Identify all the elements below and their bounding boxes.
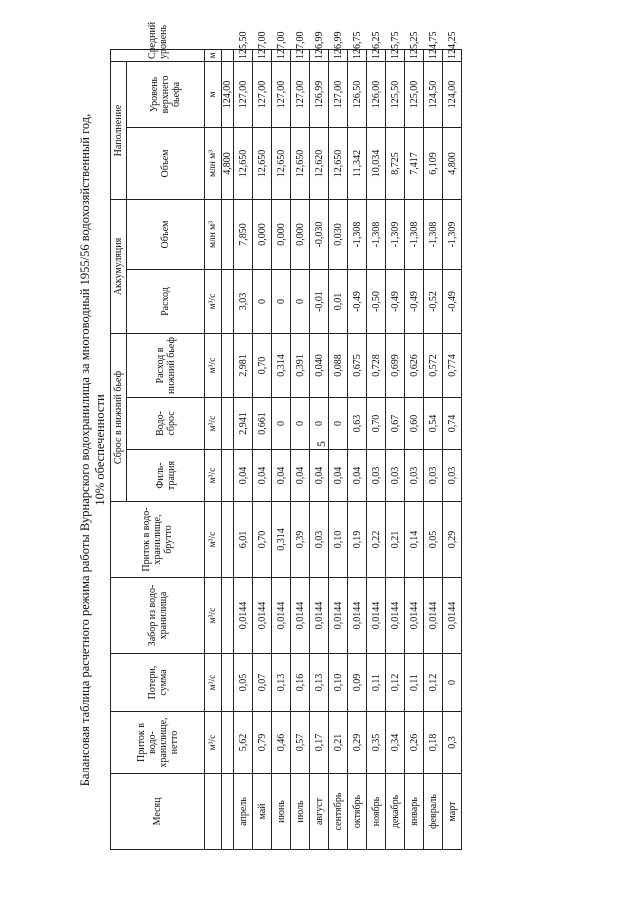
cell-inflow-gross: 0,70: [253, 502, 272, 578]
cell-spillway: 0: [272, 398, 291, 450]
cell-fill-volume: 12,650: [234, 127, 253, 199]
cell-losses: 0,10: [329, 654, 348, 712]
initial-empty: [222, 199, 234, 269]
cell-avg-level: 125,75: [386, 49, 405, 61]
cell-upper-level: 127,00: [253, 61, 272, 127]
cell-filtration: 0,03: [443, 450, 462, 502]
cell-acc-volume: -1,309: [386, 199, 405, 269]
cell-losses: 0,11: [367, 654, 386, 712]
cell-acc-volume: -1,309: [443, 199, 462, 269]
cell-inflow-gross: 0,03: [310, 502, 329, 578]
cell-acc-flow: -0,50: [367, 270, 386, 334]
cell-acc-flow: -0,49: [348, 270, 367, 334]
cell-avg-level: 124,75: [424, 49, 443, 61]
initial-empty: [222, 712, 234, 774]
cell-spillway: 2,941: [234, 398, 253, 450]
cell-withdrawal: 0,0144: [310, 578, 329, 654]
table-row: [424, 49, 443, 849]
cell-upper-level: 127,00: [272, 61, 291, 127]
cell-losses: 0,05: [234, 654, 253, 712]
table-row: [329, 49, 348, 849]
header-fill-volume: Объем: [127, 127, 205, 199]
table-row: [272, 49, 291, 849]
cell-avg-level: 127,00: [253, 49, 272, 61]
unit-cell: м³/с: [205, 450, 222, 502]
table-row: [386, 49, 405, 849]
cell-acc-volume: -1,308: [367, 199, 386, 269]
header-month: Месяц: [111, 774, 205, 850]
cell-fill-volume: 6,109: [424, 127, 443, 199]
cell-acc-flow: 3,03: [234, 270, 253, 334]
cell-losses: 0: [443, 654, 462, 712]
header-filling-group: Наполнение: [111, 61, 127, 199]
initial-empty: [222, 270, 234, 334]
unit-cell: млн м³: [205, 127, 222, 199]
cell-inflow-gross: 0,05: [424, 502, 443, 578]
cell-inflow-net: 0,46: [272, 712, 291, 774]
cell-upper-level: 126,99: [310, 61, 329, 127]
header-acc-flow: Расход: [127, 270, 205, 334]
cell-acc-volume: 7,850: [234, 199, 253, 269]
cell-fill-volume: 11,342: [348, 127, 367, 199]
cell-losses: 0,12: [424, 654, 443, 712]
cell-acc-volume: -1,308: [348, 199, 367, 269]
cell-filtration: 0,04: [272, 450, 291, 502]
header-spillway: Водо-сброс: [127, 398, 205, 450]
cell-upper-level: 124,50: [424, 61, 443, 127]
cell-fill-volume: 12,620: [310, 127, 329, 199]
header-accumulation-group: Аккумуляция: [111, 199, 127, 333]
cell-month: апрель: [234, 774, 253, 850]
cell-spillway: 0: [310, 398, 329, 450]
cell-month: август: [310, 774, 329, 850]
cell-avg-level: 127,00: [272, 49, 291, 61]
cell-withdrawal: 0,0144: [424, 578, 443, 654]
table-row: [405, 49, 424, 849]
cell-inflow-net: 0,29: [348, 712, 367, 774]
cell-month: февраль: [424, 774, 443, 850]
cell-discharge-total: 0,626: [405, 334, 424, 398]
unit-cell: м³/с: [205, 502, 222, 578]
cell-filtration: 0,04: [234, 450, 253, 502]
cell-discharge-total: 0,728: [367, 334, 386, 398]
table-row: [253, 49, 272, 849]
cell-spillway: 0: [291, 398, 310, 450]
cell-upper-level: 125,50: [386, 61, 405, 127]
cell-discharge-total: 0,675: [348, 334, 367, 398]
cell-inflow-net: 0,34: [386, 712, 405, 774]
cell-inflow-net: 0,35: [367, 712, 386, 774]
document-title: [78, 50, 108, 850]
cell-month: сентябрь: [329, 774, 348, 850]
cell-losses: 0,13: [310, 654, 329, 712]
header-discharge-total: Расход в нижний бьеф: [127, 334, 205, 398]
cell-withdrawal: 0,0144: [272, 578, 291, 654]
initial-upper-level: 124,00: [222, 61, 234, 127]
cell-month: ноябрь: [367, 774, 386, 850]
header-losses: Потери, сумма: [111, 654, 205, 712]
cell-upper-level: 127,00: [291, 61, 310, 127]
initial-empty: [222, 578, 234, 654]
initial-fill-volume: 4,800: [222, 127, 234, 199]
cell-withdrawal: 0,0144: [367, 578, 386, 654]
cell-acc-volume: 0,000: [253, 199, 272, 269]
cell-filtration: 0,03: [386, 450, 405, 502]
cell-discharge-total: 0,040: [310, 334, 329, 398]
cell-acc-flow: -0,49: [405, 270, 424, 334]
cell-inflow-gross: 0,14: [405, 502, 424, 578]
table-row: [443, 49, 462, 849]
page-number: 5: [314, 441, 328, 447]
cell-upper-level: 127,00: [329, 61, 348, 127]
cell-inflow-gross: 0,29: [443, 502, 462, 578]
cell-acc-flow: 0: [291, 270, 310, 334]
cell-upper-level: 126,50: [348, 61, 367, 127]
cell-losses: 0,16: [291, 654, 310, 712]
unit-cell: м³/с: [205, 398, 222, 450]
table-row: [310, 49, 329, 849]
cell-fill-volume: 7,417: [405, 127, 424, 199]
header-filtration: Филь-трация: [127, 450, 205, 502]
cell-spillway: 0,60: [405, 398, 424, 450]
title-line-1: Балансовая таблица расчетного режима работы Вурнарского водохранилища за многоводный 1955/56 водохозяйственный год,: [78, 113, 92, 787]
cell-month: декабрь: [386, 774, 405, 850]
cell-fill-volume: 12,650: [291, 127, 310, 199]
cell-withdrawal: 0,0144: [291, 578, 310, 654]
cell-withdrawal: 0,0144: [234, 578, 253, 654]
cell-fill-volume: 8,725: [386, 127, 405, 199]
cell-filtration: 0,04: [291, 450, 310, 502]
cell-spillway: 0,67: [386, 398, 405, 450]
cell-withdrawal: 0,0144: [405, 578, 424, 654]
cell-spillway: 0,70: [367, 398, 386, 450]
cell-avg-level: 124,25: [443, 49, 462, 61]
cell-filtration: 0,03: [367, 450, 386, 502]
cell-discharge-total: 0,391: [291, 334, 310, 398]
cell-acc-flow: -0,52: [424, 270, 443, 334]
cell-acc-flow: 0: [272, 270, 291, 334]
cell-discharge-total: 0,314: [272, 334, 291, 398]
cell-inflow-net: 0,21: [329, 712, 348, 774]
cell-filtration: 0,04: [329, 450, 348, 502]
cell-spillway: 0: [329, 398, 348, 450]
cell-inflow-net: 5,62: [234, 712, 253, 774]
unit-cell: млн м³: [205, 199, 222, 269]
unit-cell: м: [205, 49, 222, 61]
cell-spillway: 0,54: [424, 398, 443, 450]
title-line-2: 10% обеспеченности: [93, 394, 107, 506]
unit-cell: м³/с: [205, 334, 222, 398]
cell-inflow-gross: 6,01: [234, 502, 253, 578]
cell-inflow-gross: 0,19: [348, 502, 367, 578]
cell-upper-level: 126,00: [367, 61, 386, 127]
table-row: [234, 49, 253, 849]
cell-inflow-net: 0,17: [310, 712, 329, 774]
rotated-document: [78, 21, 598, 850]
header-upper-level: Уровень верхнего бьефа: [127, 61, 205, 127]
cell-losses: 0,07: [253, 654, 272, 712]
cell-acc-volume: 0,000: [272, 199, 291, 269]
cell-inflow-gross: 0,314: [272, 502, 291, 578]
cell-losses: 0,09: [348, 654, 367, 712]
cell-acc-flow: -0,49: [443, 270, 462, 334]
cell-discharge-total: 0,699: [386, 334, 405, 398]
header-inflow-net: Приток в водо-хранилище, нетто: [111, 712, 205, 774]
cell-filtration: 0,04: [253, 450, 272, 502]
initial-empty: [222, 450, 234, 502]
cell-upper-level: 127,00: [234, 61, 253, 127]
header-withdrawal: Забор из водо-хранилища: [111, 578, 205, 654]
cell-month: май: [253, 774, 272, 850]
cell-avg-level: 125,25: [405, 49, 424, 61]
header-inflow-gross: Приток в водо-хранилище, брутто: [111, 502, 205, 578]
cell-withdrawal: 0,0144: [443, 578, 462, 654]
cell-month: июнь: [272, 774, 291, 850]
cell-losses: 0,12: [386, 654, 405, 712]
cell-acc-volume: -0,030: [310, 199, 329, 269]
cell-acc-flow: 0: [253, 270, 272, 334]
initial-empty: [222, 502, 234, 578]
cell-filtration: 0,04: [310, 450, 329, 502]
cell-fill-volume: 10,034: [367, 127, 386, 199]
cell-fill-volume: 12,650: [272, 127, 291, 199]
header-avg-level: Средний уровень: [111, 49, 205, 61]
cell-avg-level: 126,99: [329, 49, 348, 61]
units-cell-empty: [205, 774, 222, 850]
unit-cell: м³/с: [205, 270, 222, 334]
cell-losses: 0,13: [272, 654, 291, 712]
cell-avg-level: 127,00: [291, 49, 310, 61]
cell-acc-volume: 0,000: [291, 199, 310, 269]
initial-empty: [222, 49, 234, 61]
initial-empty: [222, 398, 234, 450]
cell-acc-volume: -1,308: [405, 199, 424, 269]
cell-filtration: 0,04: [348, 450, 367, 502]
cell-filtration: 0,03: [405, 450, 424, 502]
cell-avg-level: 125,50: [234, 49, 253, 61]
initial-row: [222, 49, 234, 849]
cell-acc-flow: -0,49: [386, 270, 405, 334]
cell-discharge-total: 0,70: [253, 334, 272, 398]
initial-empty: [222, 654, 234, 712]
cell-discharge-total: 0,088: [329, 334, 348, 398]
cell-spillway: 0,74: [443, 398, 462, 450]
cell-avg-level: 126,25: [367, 49, 386, 61]
cell-inflow-net: 0,79: [253, 712, 272, 774]
cell-inflow-gross: 0,22: [367, 502, 386, 578]
cell-inflow-gross: 0,10: [329, 502, 348, 578]
cell-discharge-total: 0,572: [424, 334, 443, 398]
cell-acc-volume: -1,308: [424, 199, 443, 269]
table-row: [291, 49, 310, 849]
cell-inflow-net: 0,26: [405, 712, 424, 774]
cell-acc-volume: 0,030: [329, 199, 348, 269]
cell-withdrawal: 0,0144: [329, 578, 348, 654]
cell-filtration: 0,03: [424, 450, 443, 502]
cell-withdrawal: 0,0144: [386, 578, 405, 654]
cell-upper-level: 124,00: [443, 61, 462, 127]
cell-inflow-gross: 0,21: [386, 502, 405, 578]
cell-month: март: [443, 774, 462, 850]
cell-withdrawal: 0,0144: [348, 578, 367, 654]
cell-month: январь: [405, 774, 424, 850]
units-row: [205, 49, 222, 849]
cell-inflow-gross: 0,39: [291, 502, 310, 578]
unit-cell: м³/с: [205, 712, 222, 774]
unit-cell: м³/с: [205, 654, 222, 712]
header-discharge-group: Сброс в нижний бьеф: [111, 334, 127, 502]
cell-discharge-total: 2,981: [234, 334, 253, 398]
cell-acc-flow: -0,01: [310, 270, 329, 334]
cell-losses: 0,11: [405, 654, 424, 712]
table-row: [367, 49, 386, 849]
cell-fill-volume: 12,650: [329, 127, 348, 199]
balance-table: [110, 21, 462, 850]
cell-spillway: 0,661: [253, 398, 272, 450]
cell-spillway: 0,63: [348, 398, 367, 450]
initial-empty: [222, 334, 234, 398]
cell-month: октябрь: [348, 774, 367, 850]
cell-avg-level: 126,99: [310, 49, 329, 61]
cell-inflow-net: 0,57: [291, 712, 310, 774]
cell-avg-level: 126,75: [348, 49, 367, 61]
header-acc-volume: Объем: [127, 199, 205, 269]
cell-acc-flow: 0,01: [329, 270, 348, 334]
cell-fill-volume: 12,650: [253, 127, 272, 199]
cell-upper-level: 125,00: [405, 61, 424, 127]
cell-inflow-net: 0,3: [443, 712, 462, 774]
unit-cell: м³/с: [205, 578, 222, 654]
cell-inflow-net: 0,18: [424, 712, 443, 774]
initial-empty: [222, 774, 234, 850]
cell-fill-volume: 4,800: [443, 127, 462, 199]
cell-discharge-total: 0,774: [443, 334, 462, 398]
cell-withdrawal: 0,0144: [253, 578, 272, 654]
unit-cell: м: [205, 61, 222, 127]
table-row: [348, 49, 367, 849]
cell-month: июль: [291, 774, 310, 850]
table-body: [234, 31, 462, 849]
